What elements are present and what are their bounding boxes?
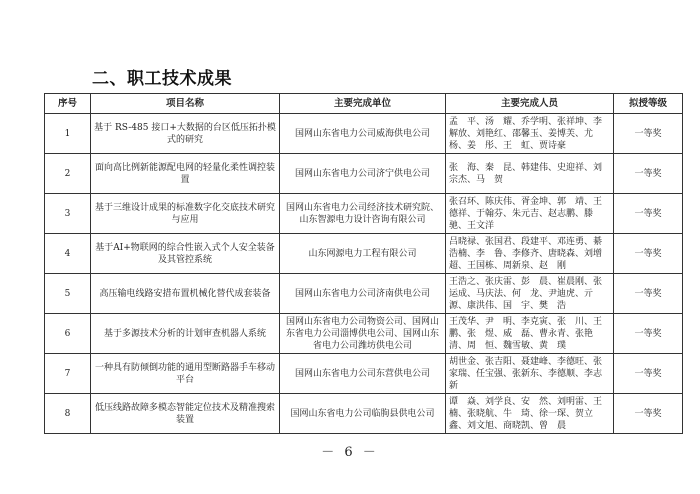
row-number: 4 — [45, 234, 91, 274]
row-number: 1 — [45, 114, 91, 154]
completion-unit: 国网山东省电力公司经济技术研究院、山东智源电力设计咨询有限公司 — [280, 194, 446, 234]
section-title: 二、职工技术成果 — [92, 69, 232, 89]
table-row — [45, 234, 683, 274]
table-row — [45, 314, 683, 354]
project-name: 一种具有防倾倒功能的通用型断路器手车移动平台 — [91, 354, 280, 394]
award-grade: 一等奖 — [614, 154, 683, 194]
completion-people: 吕晓禄、张国君、段建平、邓连勇、綦浩楠、李 鲁、李修齐、唐晓森、刘增超、王国栋、周新泉、赵 刚 — [446, 234, 614, 274]
row-number: 2 — [45, 154, 91, 194]
project-name: 基于AI+物联网的综合性嵌入式个人安全装备及其管控系统 — [91, 234, 280, 274]
table-row — [45, 114, 683, 154]
project-name: 高压输电线路安措布置机械化替代成套装备 — [91, 274, 280, 314]
completion-unit: 国网山东省电力公司济宁供电公司 — [280, 154, 446, 194]
page-number: － 6 － — [321, 445, 379, 460]
award-grade: 一等奖 — [614, 234, 683, 274]
completion-unit: 国网山东省电力公司临朐县供电公司 — [280, 394, 446, 434]
table-row — [45, 194, 683, 234]
completion-people: 王茂华、尹 明、李克寅、张 川、王 鹏、张 煜、威 磊、曹永青、张艳清、周 恒、魏雪敏、黄 璞 — [446, 314, 614, 354]
completion-people: 谭 焱、刘学良、安 然、刘明雷、王 楠、张晓航、牛 琦、徐一琛、贺立鑫、刘文旭、商晓凯、曾 晨 — [446, 394, 614, 434]
project-name: 基于多源技术分析的计划审查机器人系统 — [91, 314, 280, 354]
completion-people: 张 海、秦 昆、韩建伟、史迎祥、刘宗杰、马 贺 — [446, 154, 614, 194]
completion-people: 王浩之、张庆雷、彭 晨、崔晨刚、张运成、马庆法、何 龙、尹迪虎、亓 源、康洪伟、国 宇、樊 浩 — [446, 274, 614, 314]
completion-unit: 国网山东省电力公司东营供电公司 — [280, 354, 446, 394]
table-row — [45, 394, 683, 434]
completion-people: 胡世金、张吉阳、聂建峰、李德旺、张家瑞、任宝强、张新东、李德顺、李志新 — [446, 354, 614, 394]
results-table — [44, 93, 683, 434]
table-header-row — [45, 94, 683, 114]
completion-people: 张召环、陈庆伟、胥金坤、郭 靖、王德祥、于翰芬、朱元吉、赵志鹏、滕 驰、王文洋 — [446, 194, 614, 234]
header-unit: 主要完成单位 — [280, 94, 446, 114]
row-number: 7 — [45, 354, 91, 394]
award-grade: 一等奖 — [614, 354, 683, 394]
row-number: 8 — [45, 394, 91, 434]
row-number: 3 — [45, 194, 91, 234]
table-row — [45, 354, 683, 394]
project-name: 低压线路故障多模态智能定位技术及精准搜索装置 — [91, 394, 280, 434]
header-name: 项目名称 — [91, 94, 280, 114]
row-number: 5 — [45, 274, 91, 314]
award-grade: 一等奖 — [614, 194, 683, 234]
award-grade: 一等奖 — [614, 394, 683, 434]
completion-unit: 国网山东省电力公司济南供电公司 — [280, 274, 446, 314]
completion-unit: 国网山东省电力公司物资公司、国网山东省电力公司淄博供电公司、国网山东省电力公司潍坊供电公司 — [280, 314, 446, 354]
project-name: 面向高比例新能源配电网的轻量化柔性调控装置 — [91, 154, 280, 194]
completion-unit: 山东网源电力工程有限公司 — [280, 234, 446, 274]
header-no: 序号 — [45, 94, 91, 114]
project-name: 基于 RS-485 接口+大数据的台区低压拓扑模式的研究 — [91, 114, 280, 154]
project-name: 基于三维设计成果的标准数字化交底技术研究与应用 — [91, 194, 280, 234]
table-row — [45, 154, 683, 194]
row-number: 6 — [45, 314, 91, 354]
header-grade: 拟授等级 — [614, 94, 683, 114]
header-people: 主要完成人员 — [446, 94, 614, 114]
award-grade: 一等奖 — [614, 114, 683, 154]
table-row — [45, 274, 683, 314]
completion-unit: 国网山东省电力公司威海供电公司 — [280, 114, 446, 154]
completion-people: 孟 平、汤 耀、乔学明、张祥坤、李解放、刘艳红、邵馨玉、姜博芙、尤 杨、姜 彤、王 虹、贾诗豪 — [446, 114, 614, 154]
award-grade: 一等奖 — [614, 274, 683, 314]
award-grade: 一等奖 — [614, 314, 683, 354]
